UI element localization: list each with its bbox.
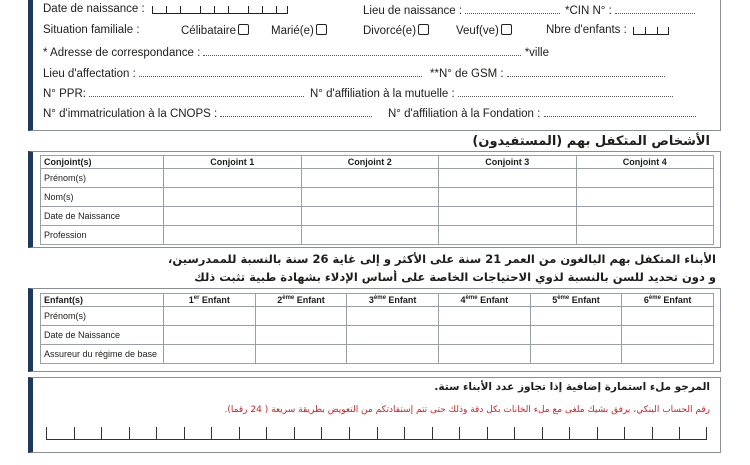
digit-divider bbox=[459, 427, 460, 439]
digit-divider bbox=[542, 427, 543, 439]
child-header-6: 6ème Enfant bbox=[622, 294, 714, 307]
status-widowed-checkbox[interactable] bbox=[501, 24, 512, 35]
table-cell[interactable] bbox=[255, 326, 347, 345]
foundation-field[interactable] bbox=[544, 106, 696, 117]
digit-divider bbox=[74, 427, 75, 439]
table-header-cell: Conjoint 2 bbox=[301, 156, 439, 169]
table-cell[interactable] bbox=[438, 345, 530, 364]
bank-account-boxes[interactable] bbox=[46, 425, 707, 440]
table-cell[interactable] bbox=[622, 345, 714, 364]
children-note-line1: الأبناء المتكفل بهم البالغون من العمر 21 سنة على الأكثر و إلى غاية 26 سنة بالنسبة للممدرسين، bbox=[168, 252, 716, 266]
children-note-line2: و دون تحديد للسن بالنسبة لذوي الاحتياجات الخاصة على أساس الإدلاء بشهادة طبية تثبت ذلك bbox=[194, 270, 716, 284]
beneficiaries-title: الأشخاص المتكفل بهم (المستفيدون) bbox=[472, 134, 710, 149]
table-row bbox=[41, 326, 714, 345]
digit-divider bbox=[294, 427, 295, 439]
assignment-field[interactable] bbox=[139, 66, 422, 77]
row-label: Nom(s) bbox=[41, 188, 164, 207]
digit-divider bbox=[569, 427, 570, 439]
digit-divider bbox=[652, 427, 653, 439]
child-header-5: 5ème Enfant bbox=[530, 294, 622, 307]
children-count-label: Nbre d'enfants : bbox=[546, 24, 627, 36]
table-header-cell: Conjoint(s) bbox=[41, 156, 164, 169]
child-header-1: 1er Enfant bbox=[164, 294, 256, 307]
ppr-field[interactable] bbox=[89, 86, 304, 97]
table-cell[interactable] bbox=[530, 307, 622, 326]
status-married-checkbox[interactable] bbox=[316, 24, 327, 35]
row-label: Profession bbox=[41, 226, 164, 245]
table-cell[interactable] bbox=[576, 169, 714, 188]
row-label: Prénom(s) bbox=[41, 307, 164, 326]
cnops-label: N° d'immatriculation à la CNOPS : bbox=[43, 108, 218, 120]
digit-divider bbox=[46, 427, 47, 439]
row-label: Date de Naissance bbox=[41, 207, 164, 226]
table-cell[interactable] bbox=[439, 207, 577, 226]
table-row bbox=[41, 207, 714, 226]
cin-label: *CIN N° : bbox=[565, 5, 612, 17]
status-single-label: Célibataire bbox=[181, 25, 236, 37]
digit-divider bbox=[349, 427, 350, 439]
table-cell[interactable] bbox=[164, 188, 302, 207]
birth-date-boxes[interactable] bbox=[152, 3, 288, 14]
table-cell[interactable] bbox=[164, 307, 256, 326]
table-cell[interactable] bbox=[301, 207, 439, 226]
family-status-label: Situation familiale : bbox=[43, 24, 140, 36]
table-cell[interactable] bbox=[439, 169, 577, 188]
cnops-field[interactable] bbox=[220, 106, 372, 117]
digit-divider bbox=[432, 427, 433, 439]
table-cell[interactable] bbox=[164, 169, 302, 188]
status-divorced-label: Divorcé(e) bbox=[363, 25, 417, 37]
table-cell[interactable] bbox=[164, 345, 256, 364]
digit-divider bbox=[211, 427, 212, 439]
table-cell[interactable] bbox=[301, 169, 439, 188]
table-cell[interactable] bbox=[530, 345, 622, 364]
table-cell[interactable] bbox=[622, 326, 714, 345]
gsm-label: **N° de GSM : bbox=[430, 68, 504, 80]
spouses-table bbox=[40, 155, 714, 245]
foundation-label: N° d'affiliation à la Fondation : bbox=[388, 108, 541, 120]
table-header-row bbox=[41, 156, 714, 169]
cin-field[interactable] bbox=[615, 3, 695, 14]
status-married-label: Marié(e) bbox=[271, 25, 314, 37]
status-divorced-checkbox[interactable] bbox=[418, 24, 429, 35]
table-cell[interactable] bbox=[576, 188, 714, 207]
table-cell[interactable] bbox=[255, 345, 347, 364]
table-cell[interactable] bbox=[438, 307, 530, 326]
child-header-4: 4ème Enfant bbox=[438, 294, 530, 307]
mutual-label: N° d'affiliation à la mutuelle : bbox=[310, 88, 455, 100]
digit-divider bbox=[706, 427, 707, 439]
table-row bbox=[41, 169, 714, 188]
table-header-cell: Conjoint 4 bbox=[576, 156, 714, 169]
table-cell[interactable] bbox=[576, 207, 714, 226]
table-cell[interactable] bbox=[439, 226, 577, 245]
table-cell[interactable] bbox=[255, 307, 347, 326]
extra-form-note: المرجو ملء استمارة إضافية إذا تجاوز عدد الأبناء ستة. bbox=[434, 381, 710, 393]
address-field[interactable] bbox=[203, 45, 521, 56]
table-cell[interactable] bbox=[347, 326, 439, 345]
city-label: *ville bbox=[524, 47, 549, 59]
table-cell[interactable] bbox=[439, 188, 577, 207]
birth-date-label: Date de naissance : bbox=[43, 3, 145, 15]
digit-divider bbox=[184, 427, 185, 439]
table-cell[interactable] bbox=[576, 226, 714, 245]
table-row bbox=[41, 226, 714, 245]
row-label: Prénom(s) bbox=[41, 169, 164, 188]
table-header-row bbox=[41, 294, 714, 307]
digit-divider bbox=[156, 427, 157, 439]
family-status-row bbox=[43, 24, 140, 36]
digit-divider bbox=[624, 427, 625, 439]
table-row bbox=[41, 345, 714, 364]
table-cell[interactable] bbox=[622, 307, 714, 326]
digit-divider bbox=[597, 427, 598, 439]
status-widowed-label: Veuf(ve) bbox=[456, 25, 499, 37]
table-cell[interactable] bbox=[164, 207, 302, 226]
digit-divider bbox=[377, 427, 378, 439]
table-cell[interactable] bbox=[164, 326, 256, 345]
row-label: Date de Naissance bbox=[41, 326, 164, 345]
table-cell[interactable] bbox=[347, 345, 439, 364]
row-label: Assureur du régime de base bbox=[41, 345, 164, 364]
birth-place-label: Lieu de naissance : bbox=[363, 5, 463, 17]
ppr-label: N° PPR: bbox=[43, 88, 86, 100]
table-cell[interactable] bbox=[530, 326, 622, 345]
digit-divider bbox=[101, 427, 102, 439]
gsm-field[interactable] bbox=[507, 66, 665, 77]
table-header-cell: Conjoint 3 bbox=[439, 156, 577, 169]
birth-date-row bbox=[43, 3, 288, 15]
digit-divider bbox=[239, 427, 240, 439]
children-count-boxes[interactable] bbox=[633, 24, 669, 35]
digit-divider bbox=[266, 427, 267, 439]
digit-divider bbox=[129, 427, 130, 439]
table-cell[interactable] bbox=[301, 188, 439, 207]
table-cell[interactable] bbox=[164, 226, 302, 245]
digit-divider bbox=[514, 427, 515, 439]
digit-divider bbox=[487, 427, 488, 439]
mutual-field[interactable] bbox=[458, 86, 673, 97]
birth-place-field[interactable] bbox=[465, 3, 560, 14]
digit-divider bbox=[321, 427, 322, 439]
children-table bbox=[40, 293, 714, 364]
table-header-cell: Conjoint 1 bbox=[164, 156, 302, 169]
digit-divider bbox=[679, 427, 680, 439]
child-header-2: 2ème Enfant bbox=[255, 294, 347, 307]
table-row bbox=[41, 188, 714, 207]
table-header-cell: Enfant(s) bbox=[41, 294, 164, 307]
table-cell[interactable] bbox=[347, 307, 439, 326]
assignment-label: Lieu d'affectation : bbox=[43, 68, 136, 80]
digit-divider bbox=[404, 427, 405, 439]
table-cell[interactable] bbox=[438, 326, 530, 345]
bank-account-note: رقم الحساب البنكي، يرفق بشيك ملغى مع ملء الخانات بكل دقة وذلك حتى تتم إستفادتكم من التعويض بطريقة سريعة ( 24 رقما). bbox=[224, 405, 710, 415]
address-label: * Adresse de correspondance : bbox=[43, 47, 201, 59]
table-cell[interactable] bbox=[301, 226, 439, 245]
child-header-3: 3ème Enfant bbox=[347, 294, 439, 307]
status-single-checkbox[interactable] bbox=[238, 24, 249, 35]
table-row bbox=[41, 307, 714, 326]
